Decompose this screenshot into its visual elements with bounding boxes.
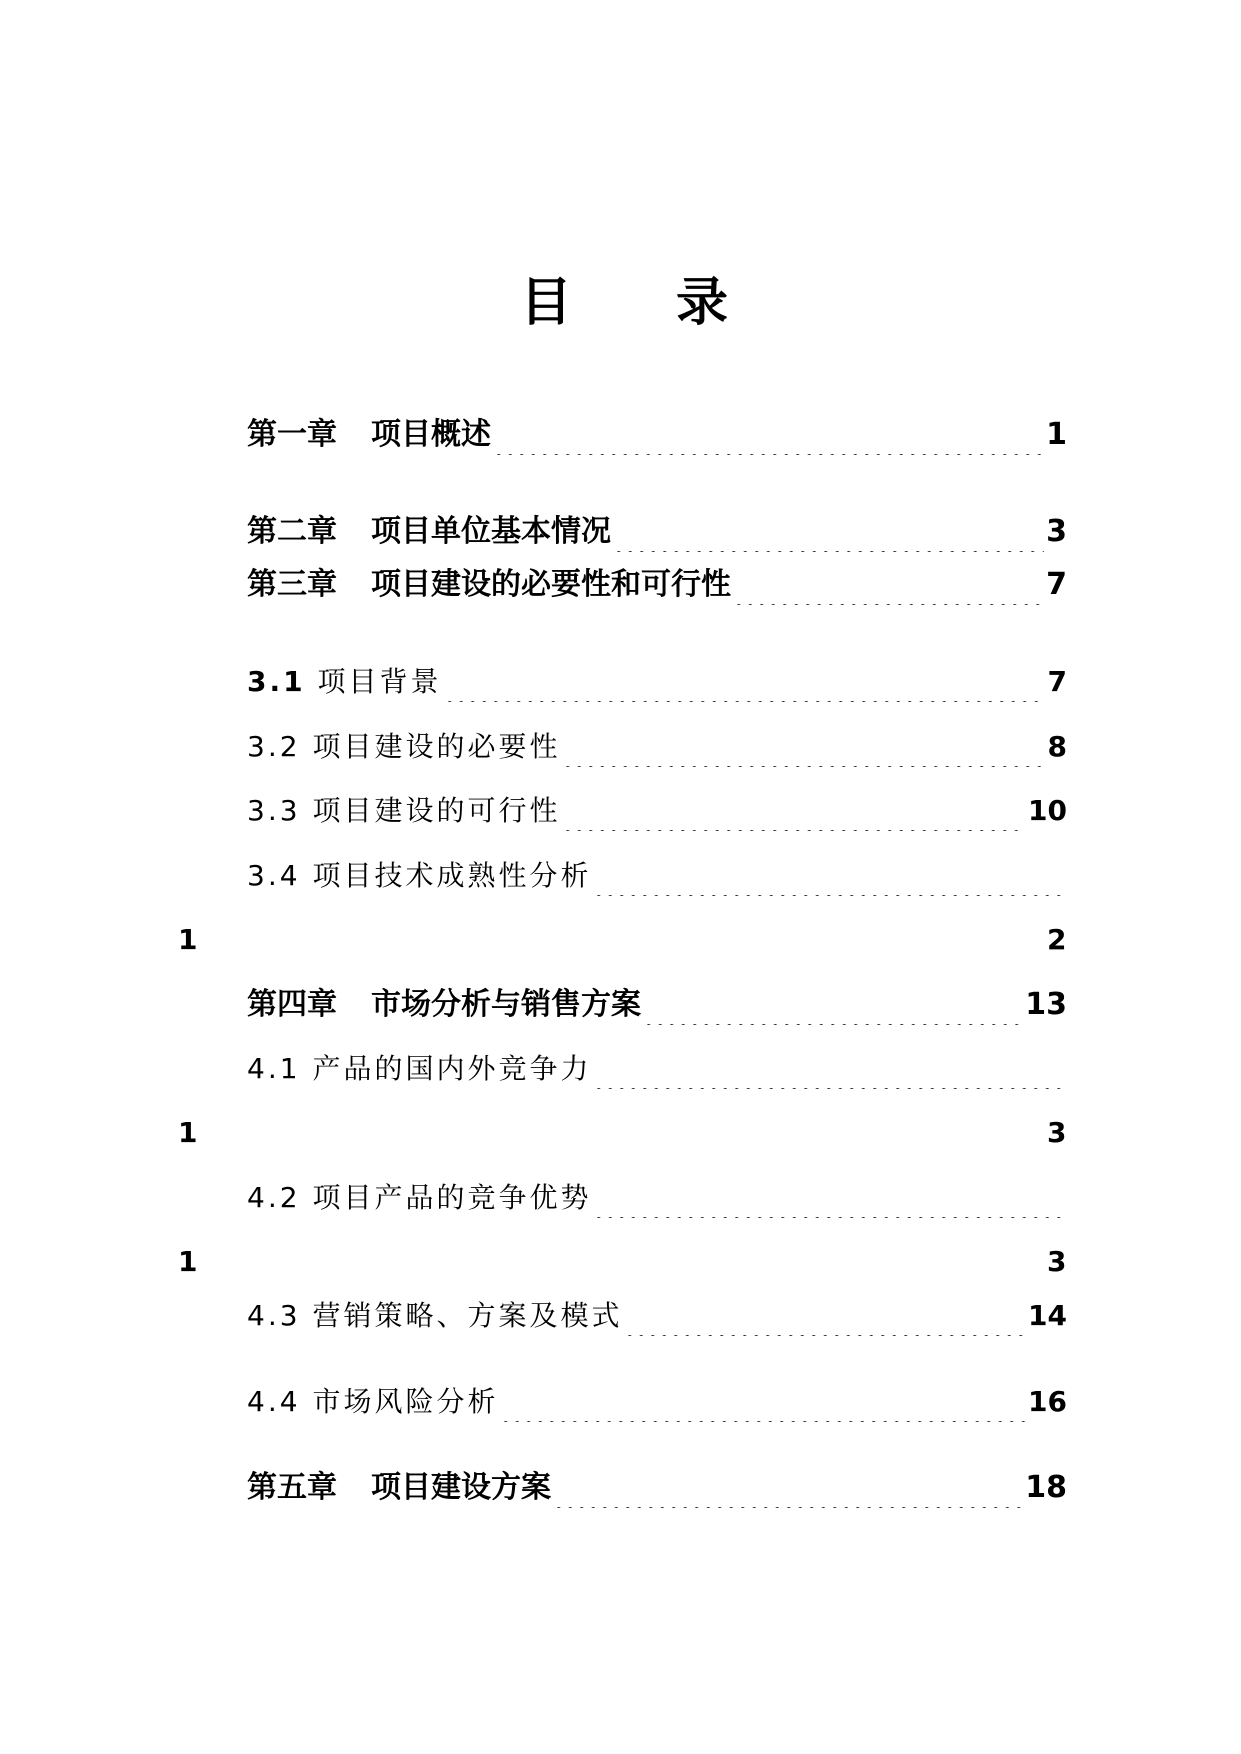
toc-entry-label: 4.1 产品的国内外竞争力 xyxy=(247,1052,592,1085)
toc-page-number-wrap-left: 1 xyxy=(178,923,198,956)
toc-page-number: 18 xyxy=(1025,1470,1067,1505)
toc-entry-label: 3.4 项目技术成熟性分析 xyxy=(247,859,592,892)
toc-leader-dots xyxy=(613,512,1044,552)
toc-entry-label: 3.3 项目建设的可行性 xyxy=(247,794,561,827)
toc-entry-label: 4.2 项目产品的竞争优势 xyxy=(247,1181,592,1214)
toc-title xyxy=(0,268,1241,338)
toc-entry-4-4[interactable] xyxy=(247,1382,1067,1422)
toc-entry-label: 第五章 项目建设方案 xyxy=(247,1470,551,1505)
toc-entry-ch2[interactable] xyxy=(247,512,1067,552)
toc-page-number: 10 xyxy=(1028,794,1067,827)
toc-page-number: 7 xyxy=(1046,567,1067,602)
toc-page-number-wrap-right: 2 xyxy=(1047,923,1067,956)
toc-entry-3-3[interactable] xyxy=(247,791,1067,831)
toc-page-number: 16 xyxy=(1028,1385,1067,1418)
toc-entry-3-1[interactable] xyxy=(247,662,1067,702)
toc-page-number: 8 xyxy=(1047,730,1067,763)
toc-title-char-1: 目 xyxy=(520,273,573,333)
toc-entry-label: 4.3 营销策略、方案及模式 xyxy=(247,1299,623,1332)
toc-page-number: 7 xyxy=(1047,665,1067,698)
toc-entry-label: 4.4 市场风险分析 xyxy=(247,1385,499,1418)
toc-leader-dots xyxy=(593,1178,1065,1218)
toc-entry-3-2[interactable] xyxy=(247,727,1067,767)
toc-leader-dots xyxy=(493,415,1044,455)
toc-entry-label: 第二章 项目单位基本情况 xyxy=(247,514,611,549)
toc-entry-label: 第三章 项目建设的必要性和可行性 xyxy=(247,567,731,602)
toc-leader-dots xyxy=(593,1049,1065,1089)
toc-entry-4-3[interactable] xyxy=(247,1296,1067,1336)
toc-page-number-wrap-right: 3 xyxy=(1047,1245,1067,1278)
toc-entry-4-2[interactable] xyxy=(247,1178,1067,1218)
toc-title-char-2: 录 xyxy=(676,273,729,333)
toc-leader-dots xyxy=(562,791,1026,831)
toc-entry-ch4[interactable] xyxy=(247,985,1067,1025)
toc-leader-dots xyxy=(593,856,1065,896)
toc-leader-dots xyxy=(643,985,1023,1025)
toc-entry-4-1[interactable] xyxy=(247,1049,1067,1089)
toc-entry-ch3[interactable] xyxy=(247,565,1067,605)
toc-entry-label: 第四章 市场分析与销售方案 xyxy=(247,987,641,1022)
toc-leader-dots xyxy=(500,1382,1026,1422)
toc-entry-3-4[interactable] xyxy=(247,856,1067,896)
toc-page-number-wrap-right: 3 xyxy=(1047,1116,1067,1149)
toc-entry-label: 3.1 项目背景 xyxy=(247,665,442,698)
toc-page-number: 13 xyxy=(1025,987,1067,1022)
toc-leader-dots xyxy=(562,727,1045,767)
toc-leader-dots xyxy=(624,1296,1026,1336)
toc-page-number: 3 xyxy=(1046,514,1067,549)
toc-page-number-wrap-left: 1 xyxy=(178,1245,198,1278)
toc-leader-dots xyxy=(553,1468,1023,1508)
toc-leader-dots xyxy=(733,565,1044,605)
toc-entry-label: 3.2 项目建设的必要性 xyxy=(247,730,561,763)
toc-entry-ch5[interactable] xyxy=(247,1468,1067,1508)
toc-leader-dots xyxy=(444,662,1046,702)
toc-page-number: 14 xyxy=(1028,1299,1067,1332)
toc-page-number: 1 xyxy=(1046,417,1067,452)
toc-entry-ch1[interactable] xyxy=(247,415,1067,455)
toc-page-number-wrap-left: 1 xyxy=(178,1116,198,1149)
toc-entry-label: 第一章 项目概述 xyxy=(247,417,491,452)
